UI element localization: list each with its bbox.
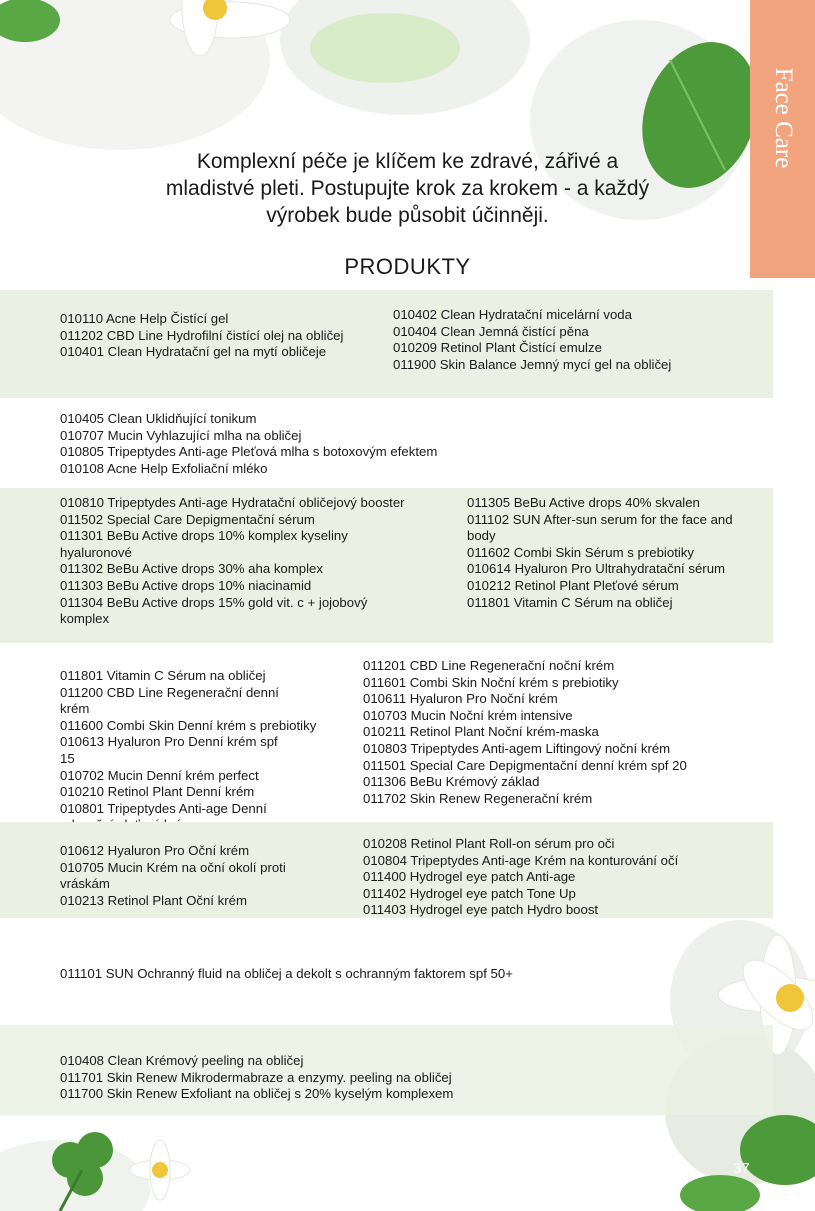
list-item: 010110 Acne Help Čistící gel [60, 311, 229, 326]
list-item: 011200 CBD Line Regenerační denní krém [60, 684, 279, 717]
page-number: 37 [733, 1160, 750, 1177]
list-item: 011305 BeBu Active drops 40% skvalen [467, 495, 700, 510]
list-item: 011102 SUN After-sun serum for the face and body [467, 511, 733, 544]
list-item: 010612 Hyaluron Pro Oční krém [60, 843, 250, 858]
list-item: 010801 Tripeptydes Anti-age Denní [60, 800, 267, 816]
section-heading: PRODUKTY [344, 254, 471, 279]
list-item: 011702 Skin Renew Regenerační krém [363, 790, 593, 806]
list-item: 010810 Tripeptydes Anti-age Hydratační obličejový booster [60, 495, 405, 510]
list-item: 010210 Retinol Plant Denní krém [60, 784, 255, 800]
list-item: 011306 BeBu Krémový základ [363, 774, 540, 790]
list-item: 011801 Vitamin C Sérum na obličej [60, 668, 266, 683]
intro-text: Komplexní péče je klíčem ke zdravé, zářivé a mladistvé pleti. Postupujte krok za krokem - a každý výrobek bude působit účinněji. [165, 150, 650, 227]
list-item: 011301 BeBu Active drops 10% komplex kyseliny hyaluronové [60, 528, 348, 560]
list-item: 011302 BeBu Active drops 30% aha komplex [60, 561, 323, 577]
list-item: 010408 Clean Krémový peeling na obličej [60, 1053, 304, 1068]
eye-list-left [60, 843, 325, 909]
serum-list-left [60, 495, 455, 628]
peeling-list [60, 1053, 540, 1103]
list-item: 011202 CBD Line Hydrofilní čistící olej na obličej [60, 327, 344, 343]
list-item: 010405 Clean Uklidňující tonikum [60, 411, 257, 426]
list-item: 010213 Retinol Plant Oční krém [60, 892, 247, 908]
list-item: 011700 Skin Renew Exfoliant na obličej s 20% kyselým komplexem [60, 1086, 454, 1102]
list-item: 010209 Retinol Plant Čistící emulze [393, 340, 602, 356]
side-tab-label: Face Care [769, 67, 797, 169]
list-item: 011400 Hydrogel eye patch Anti-age [363, 869, 576, 885]
list-item: 011101 SUN Ochranný fluid na obličej a dekolt s ochranným faktorem spf 50+ [60, 966, 513, 981]
list-item: 010703 Mucin Noční krém intensive [363, 707, 573, 723]
list-item: 011501 Special Care Depigmentační denní krém spf 20 [363, 757, 687, 773]
list-item: 011600 Combi Skin Denní krém s prebiotiky [60, 717, 317, 733]
list-item: 011402 Hydrogel eye patch Tone Up [363, 885, 576, 901]
list-item: 011502 Special Care Depigmentační sérum [60, 511, 315, 527]
list-item: 011304 BeBu Active drops 15% gold vit. c + jojobový komplex [60, 594, 368, 627]
list-item: 011403 Hydrogel eye patch Hydro boost [363, 902, 599, 918]
list-item: 010211 Retinol Plant Noční krém-maska [363, 724, 599, 740]
tonic-list [60, 411, 520, 477]
list-item: 010705 Mucin Krém na oční okolí proti vráskám [60, 859, 286, 892]
list-item: 010803 Tripeptydes Anti-agem Liftingový noční krém [363, 740, 671, 756]
serum-list-right [467, 495, 757, 611]
cleansing-list-right [393, 307, 733, 373]
list-item: 010613 Hyaluron Pro Denní krém spf 15 [60, 734, 278, 766]
list-item: 010614 Hyaluron Pro Ultrahydratační sérum [467, 561, 726, 577]
list-item: 011602 Combi Skin Sérum s prebiotiky [467, 544, 694, 560]
list-item: 010611 Hyaluron Pro Noční krém [363, 691, 558, 707]
eye-list-right [363, 836, 753, 919]
list-item: 010402 Clean Hydratační micelární voda [393, 307, 632, 322]
list-item: 011900 Skin Balance Jemný mycí gel na obličej [393, 356, 672, 372]
list-item: 010804 Tripeptydes Anti-age Krém na konturování očí [363, 852, 679, 868]
list-item: 010702 Mucin Denní krém perfect [60, 767, 259, 783]
list-item: 010401 Clean Hydratační gel na mytí obličeje [60, 344, 327, 360]
list-item: 011601 Combi Skin Noční krém s prebiotiky [363, 674, 619, 690]
face-care-side-tab [750, 0, 815, 278]
list-item: 011801 Vitamin C Sérum na obličej [467, 594, 673, 610]
list-item: 010208 Retinol Plant Roll-on sérum pro oči [363, 836, 615, 851]
list-item: 010805 Tripeptydes Anti-age Pleťová mlha s botoxovým efektem [60, 444, 438, 460]
cream-list-left [60, 668, 317, 834]
list-item: 011303 BeBu Active drops 10% niacinamid [60, 577, 312, 593]
list-item: 010108 Acne Help Exfoliační mléko [60, 460, 268, 476]
list-item: 011201 CBD Line Regenerační noční krém [363, 658, 615, 673]
list-item: 011701 Skin Renew Mikrodermabraze a enzymy. peeling na obličej [60, 1069, 452, 1085]
sun-list [60, 966, 620, 983]
cleansing-list-left [60, 311, 360, 361]
list-item: 010212 Retinol Plant Pleťové sérum [467, 577, 679, 593]
list-item: 010707 Mucin Vyhlazující mlha na obličej [60, 427, 302, 443]
list-item: 010404 Clean Jemná čistící pěna [393, 323, 589, 339]
cream-list-right [363, 658, 743, 807]
